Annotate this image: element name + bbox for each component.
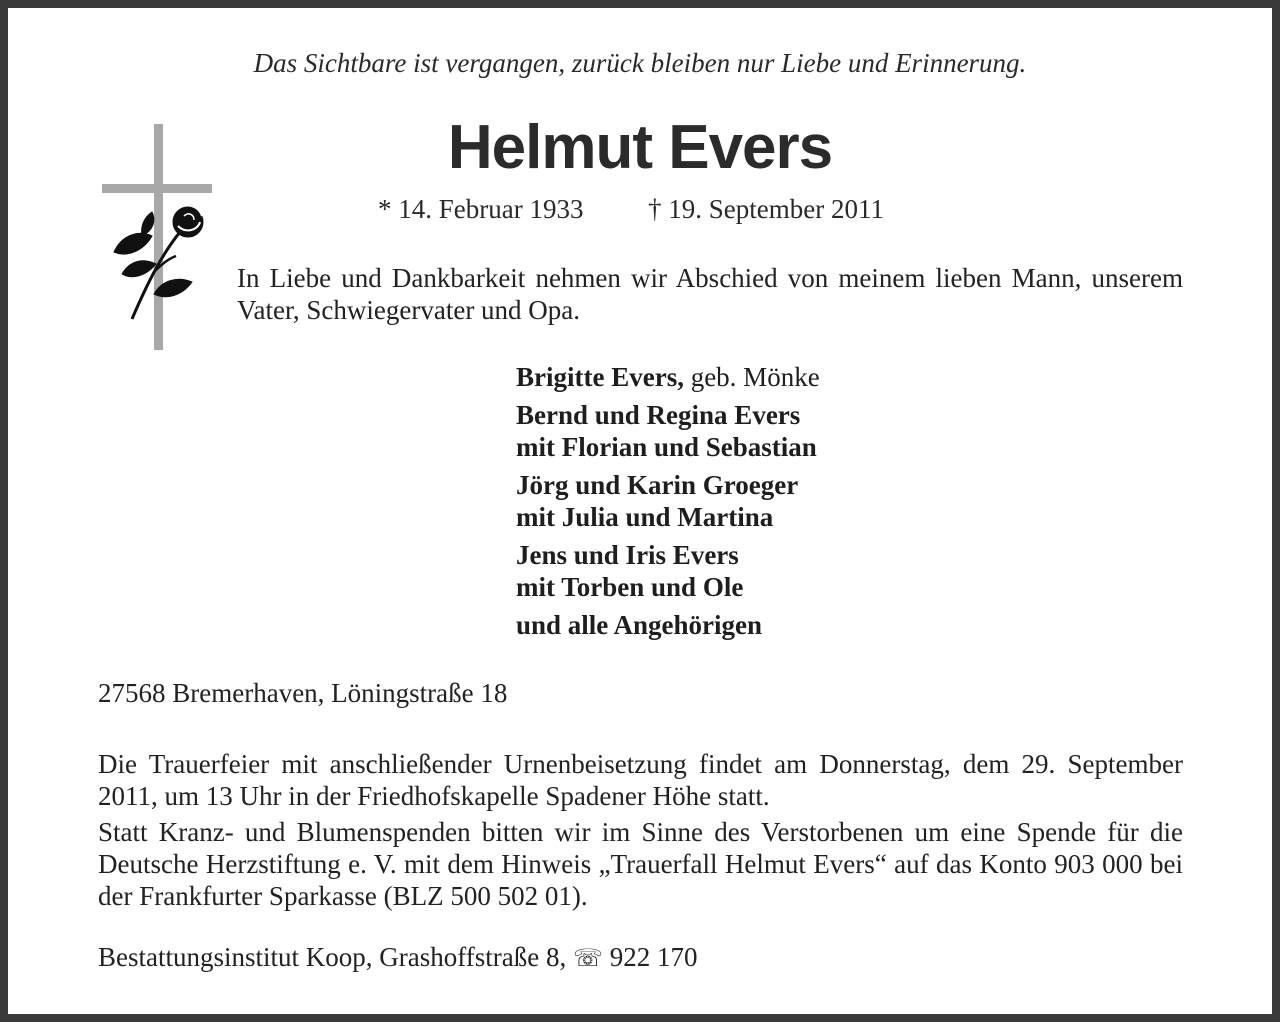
donation-request-text: Statt Kranz- und Blumenspenden bitten wir im Sinne des Verstorbenen um eine Spende für die Deutsche Herzstiftung e. V. mit dem Hinweis „Trauerfall Helmut Evers“ auf das Konto 903 000 bei der Frankfurter Sparkasse (BLZ 500 502 01). bbox=[98, 817, 1183, 911]
cross-with-rose-icon bbox=[102, 124, 218, 350]
family-3-parents: Jens und Iris Evers bbox=[516, 540, 739, 570]
death-date-value: 19. September 2011 bbox=[668, 194, 884, 224]
phone-icon: ☏ bbox=[572, 944, 603, 972]
widow bbox=[516, 361, 1116, 393]
death-date bbox=[648, 194, 884, 225]
mourners-list bbox=[516, 361, 1116, 641]
intro-text: In Liebe und Dankbarkeit nehmen wir Abschied von meinem lieben Mann, unserem Vater, Schwiegervater und Opa. bbox=[237, 263, 1183, 325]
undertaker-name: Bestattungsinstitut Koop, Grashoffstraße 8, bbox=[98, 942, 567, 972]
family-3-children: mit Torben und Ole bbox=[516, 572, 744, 602]
family-1-children: mit Florian und Sebastian bbox=[516, 432, 817, 462]
deceased-name: Helmut Evers bbox=[447, 113, 833, 182]
obituary-notice bbox=[8, 8, 1272, 1014]
undertaker-phone: 922 170 bbox=[609, 942, 698, 972]
birth-symbol: * bbox=[378, 194, 392, 224]
funeral-service-text: Die Trauerfeier mit anschließender Urnenbeisetzung findet am Donnerstag, dem 29. September 2011, um 13 Uhr in der Friedhofskapelle Spadener Höhe statt. bbox=[98, 749, 1183, 811]
widow-maiden-name: geb. Mönke bbox=[690, 362, 820, 392]
family-2-parents: Jörg und Karin Groeger bbox=[516, 470, 799, 500]
family-2-children: mit Julia und Martina bbox=[516, 502, 774, 532]
birth-date bbox=[378, 194, 583, 225]
birth-date-value: 14. Februar 1933 bbox=[398, 194, 584, 224]
motto: Das Sichtbare ist vergangen, zurück bleiben nur Liebe und Erinnerung. bbox=[253, 48, 1027, 78]
family-address: 27568 Bremerhaven, Löningstraße 18 bbox=[98, 678, 508, 708]
family-1-parents: Bernd und Regina Evers bbox=[516, 400, 801, 430]
widow-name: Brigitte Evers, bbox=[516, 362, 684, 392]
death-symbol: † bbox=[648, 194, 662, 224]
undertaker-line bbox=[98, 942, 697, 973]
relatives: und alle Angehörigen bbox=[516, 610, 763, 640]
